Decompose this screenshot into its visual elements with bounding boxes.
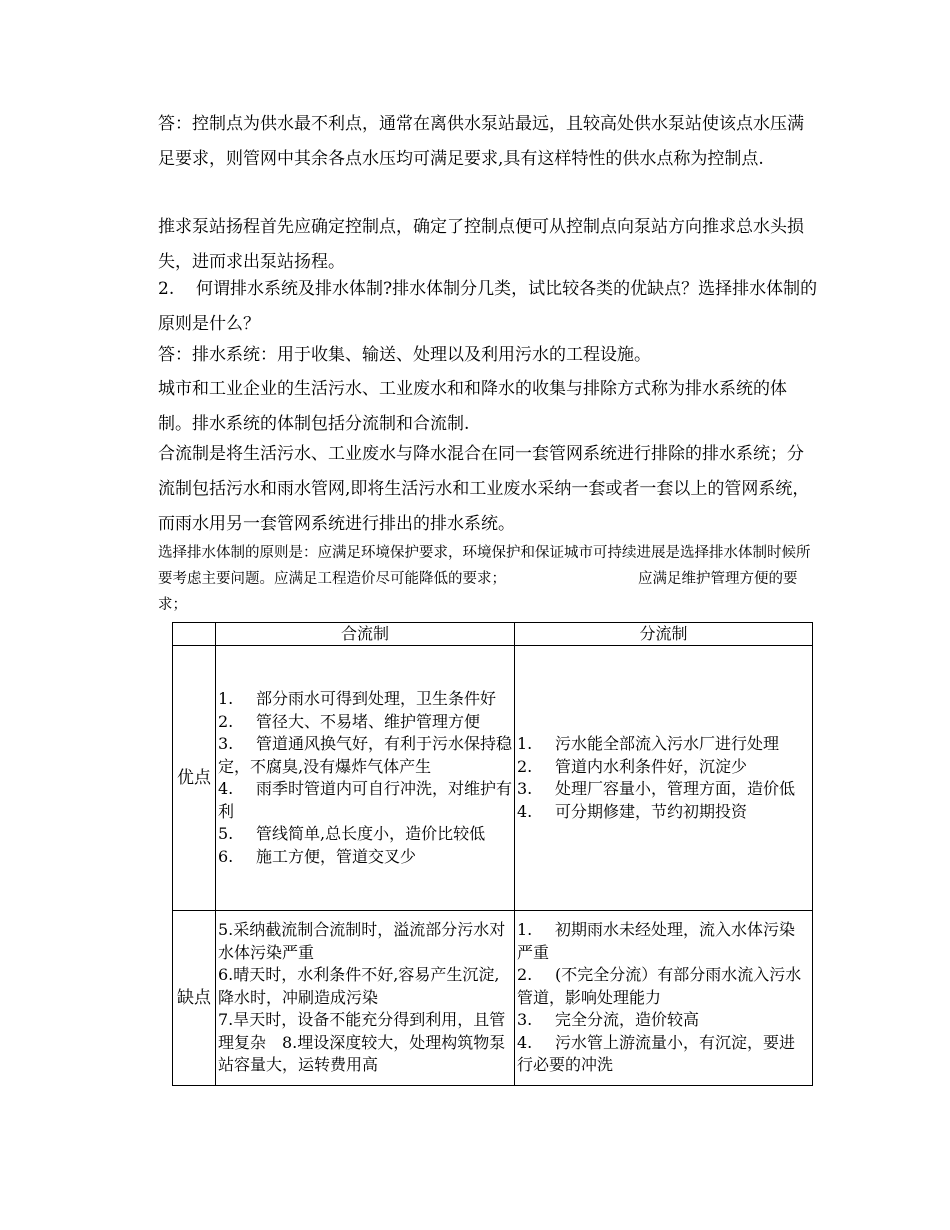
combined-advantages-cell bbox=[216, 646, 515, 911]
item-text: 可分期修建，节约初期投资 bbox=[555, 801, 748, 821]
item-text: 处理厂容量小，管理方面，造价低 bbox=[555, 779, 796, 798]
list-item bbox=[218, 733, 512, 778]
item-text: 初期雨水未经处理，流入水体污染严重 bbox=[517, 920, 796, 962]
disadvantages-row bbox=[173, 911, 813, 1086]
item-number: 3. bbox=[517, 1010, 533, 1030]
item-number: 1. bbox=[517, 920, 533, 940]
item-number: 4. bbox=[218, 779, 234, 798]
item-number: 5. bbox=[218, 824, 234, 843]
question-text: 何谓排水系统及排水体制?排水体制分几类，试比较各类的优缺点？选择排水体制的原则是什么？ bbox=[158, 279, 818, 334]
list-item bbox=[218, 846, 512, 869]
header-combined: 合流制 bbox=[216, 623, 515, 646]
list-item bbox=[218, 778, 512, 823]
table-header-row bbox=[173, 623, 813, 646]
list-item bbox=[517, 919, 810, 964]
selection-principle-text-b: 应满足维护管理方便的要求； bbox=[158, 571, 798, 613]
list-item: 5.采纳截流制合流制时，溢流部分污水对水体污染严重 bbox=[218, 920, 506, 962]
item-number: 2. bbox=[218, 711, 234, 731]
item-number: 1. bbox=[218, 689, 234, 708]
list-item bbox=[517, 756, 810, 779]
list-item bbox=[218, 711, 512, 734]
advantages-label: 优点 bbox=[173, 646, 216, 911]
item-text: 雨季时管道内可自行冲洗，对维护有利 bbox=[218, 779, 513, 821]
combined-disadvantages-cell bbox=[216, 911, 515, 1086]
comparison-table bbox=[172, 622, 813, 1086]
item-number: 2. bbox=[517, 965, 533, 985]
header-separate: 分流制 bbox=[515, 623, 813, 646]
item-text: 完全分流，造价较高 bbox=[555, 1010, 700, 1030]
list-item bbox=[517, 778, 810, 801]
pump-head-paragraph: 推求泵站扬程首先应确定控制点，确定了控制点便可从控制点向泵站方向推求总水头损失，进而求出泵站扬程。 bbox=[158, 217, 804, 272]
list-item bbox=[218, 688, 512, 711]
combined-separate-paragraph: 合流制是将生活污水、工业废水与降水混合在同一套管网系统进行排除的排水系统；分流制包括污水和雨水管网,即将生活污水和工业废水采纳一套或者一套以上的管网系统，而雨水用另一套管网系统进行排出的排水系统。 bbox=[158, 444, 810, 534]
selection-principle-text-a: 选择排水体制的原则是：应满足环境保护要求，环境保护和保证城市可持续进展是选择排水体制时候所要考虑主要问题。应满足工程造价尽可能降低的要求； bbox=[158, 545, 811, 587]
item-text: 管道内水利条件好，沉淀少 bbox=[555, 756, 748, 776]
header-empty-cell bbox=[173, 623, 216, 646]
drainage-regime-paragraph: 城市和工业企业的生活污水、工业废水和和降水的收集与排除方式称为排水系统的体制。排水系统的体制包括分流制和合流制. bbox=[158, 379, 787, 434]
answer-control-point-paragraph: 答：控制点为供水最不利点，通常在离供水泵站最远，且较高处供水泵站使该点水压满足要求，则管网中其余各点水压均可满足要求,具有这样特性的供水点称为控制点. bbox=[158, 114, 804, 169]
list-item bbox=[218, 823, 512, 846]
selection-principle-paragraph bbox=[158, 540, 818, 618]
separate-advantages-cell bbox=[515, 646, 813, 911]
item-number: 3. bbox=[517, 779, 533, 798]
separate-disadvantages-cell bbox=[515, 911, 813, 1086]
advantages-row bbox=[173, 646, 813, 911]
item-text: 污水管上游流量小，有沉淀，要进行必要的冲洗 bbox=[517, 1032, 796, 1075]
item-text: 污水能全部流入污水厂进行处理 bbox=[555, 734, 780, 753]
item-number: 4. bbox=[517, 1032, 533, 1052]
disadvantages-label: 缺点 bbox=[173, 911, 216, 1086]
list-item: 6.晴天时，水利条件不好,容易产生沉淀,降水时，冲刷造成污染 bbox=[218, 965, 500, 1007]
item-text: 施工方便，管道交叉少 bbox=[256, 846, 417, 866]
question-number: 2. bbox=[158, 279, 175, 299]
item-text: 管道通风换气好，有利于污水保持稳定，不腐臭,没有爆炸气体产生 bbox=[218, 734, 513, 776]
item-text: (不完全分流）有部分雨水流入污水管道，影响处理能力 bbox=[517, 965, 802, 1007]
list-item bbox=[517, 801, 810, 824]
item-number: 3. bbox=[218, 734, 234, 753]
list-item bbox=[517, 964, 810, 1009]
item-text: 部分雨水可得到处理，卫生条件好 bbox=[256, 689, 497, 708]
list-item: 7.旱天时，设备不能充分得到利用，且管理复杂 8.埋设深度较大，处理构筑物泵站容量大，运转费用高 bbox=[218, 1010, 506, 1075]
item-number: 1. bbox=[517, 734, 533, 753]
item-text: 管径大、不易堵、维护管理方便 bbox=[256, 711, 481, 731]
item-number: 6. bbox=[218, 846, 234, 866]
list-item bbox=[517, 1009, 810, 1032]
list-item bbox=[517, 733, 810, 756]
question-2-paragraph bbox=[158, 272, 818, 342]
item-number: 2. bbox=[517, 756, 533, 776]
item-number: 4. bbox=[517, 801, 533, 821]
answer-drainage-system-paragraph: 答：排水系统：用于收集、输送、处理以及利用污水的工程设施。 bbox=[158, 345, 651, 365]
item-text: 管线简单,总长度小，造价比较低 bbox=[256, 824, 486, 843]
list-item bbox=[517, 1032, 810, 1077]
